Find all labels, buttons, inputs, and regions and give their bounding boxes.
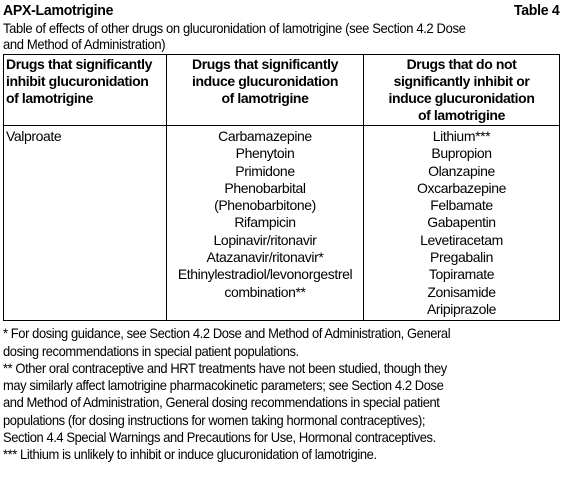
header-line: of lamotrigine xyxy=(6,90,93,106)
header-line: significantly inhibit or xyxy=(393,73,530,89)
inhibitors-cell xyxy=(4,126,167,321)
footnote-line: * For dosing guidance, see Section 4.2 Dose and Method of Administration, General xyxy=(3,325,451,342)
table-caption xyxy=(3,20,552,54)
footnote-double-asterisk xyxy=(3,360,558,446)
footnote-line: and Method of Administration, General dosing recommendations in special patient xyxy=(3,394,440,411)
header-inducers xyxy=(167,55,364,126)
header-line: inhibit glucuronidation xyxy=(6,73,149,89)
drug-name: Gabapentin xyxy=(427,214,496,231)
drug-name: Phenytoin xyxy=(235,145,295,162)
footnote-line: ** Other oral contraceptive and HRT treatments have not been studied, though they xyxy=(3,359,447,376)
product-name: APX-Lamotrigine xyxy=(3,2,114,19)
no-effect-cell xyxy=(364,126,560,321)
footnote-single-asterisk xyxy=(3,325,558,360)
drug-name: Ethinylestradiol/levonorgestrel xyxy=(177,266,353,283)
footnote-line: populations (for dosing instructions for women taking hormonal contraceptives); xyxy=(3,411,426,428)
drug-name: Primidone xyxy=(235,162,295,179)
drug-name: Lopinavir/ritonavir xyxy=(213,231,317,248)
footnote-line: dosing recommendations in special patient populations. xyxy=(3,342,299,359)
table-number: Table 4 xyxy=(513,2,560,19)
drug-name: (Phenobarbitone) xyxy=(214,197,316,214)
drug-name: Lithium*** xyxy=(432,128,491,144)
drug-name: combination** xyxy=(224,283,306,300)
drug-name: Valproate xyxy=(6,128,62,144)
drug-name: Topiramate xyxy=(428,266,495,283)
footnotes xyxy=(3,325,558,463)
drug-interaction-table xyxy=(3,54,560,321)
footnote-triple-asterisk xyxy=(3,446,558,463)
drug-name: Bupropion xyxy=(431,145,492,162)
drug-name: Phenobarbital xyxy=(224,179,306,196)
drug-name: Olanzapine xyxy=(428,162,495,179)
header-line: induce glucuronidation xyxy=(192,73,338,89)
drug-name: Levetiracetam xyxy=(420,231,503,248)
caption-line: Table of effects of other drugs on glucuronidation of lamotrigine (see Section 4.2 Dose xyxy=(3,20,466,36)
inducers-cell xyxy=(167,126,364,321)
drug-name: Zonisamide xyxy=(427,283,496,300)
drug-name: Carbamazepine xyxy=(218,128,312,144)
header-no-effect xyxy=(364,55,560,126)
document-header xyxy=(3,2,559,19)
header-line: induce glucuronidation xyxy=(388,90,535,106)
drug-name: Rifampicin xyxy=(234,214,296,231)
header-inhibitors xyxy=(4,55,167,126)
footnote-line: Section 4.4 Special Warnings and Precautions for Use, Hormonal contraceptives. xyxy=(3,429,436,446)
table-row xyxy=(4,126,560,321)
header-line: Drugs that significantly xyxy=(192,56,338,72)
table-header-row xyxy=(4,55,560,126)
header-line: Drugs that significantly xyxy=(6,56,152,72)
header-line: of lamotrigine xyxy=(418,107,505,123)
footnote-line: may similarly affect lamotrigine pharmacokinetic parameters; see Section 4.2 Dose xyxy=(3,377,444,394)
footnote-line: *** Lithium is unlikely to inhibit or induce glucuronidation of lamotrigine. xyxy=(3,446,377,463)
drug-name: Oxcarbazepine xyxy=(417,179,506,196)
drug-name: Pregabalin xyxy=(430,249,493,266)
drug-name: Felbamate xyxy=(430,197,493,214)
drug-name: Aripiprazole xyxy=(426,300,497,317)
header-line: Drugs that do not xyxy=(406,56,517,72)
drug-name: Atazanavir/ritonavir* xyxy=(206,249,324,266)
header-line: of lamotrigine xyxy=(221,90,309,106)
caption-line: and Method of Administration) xyxy=(3,36,166,52)
